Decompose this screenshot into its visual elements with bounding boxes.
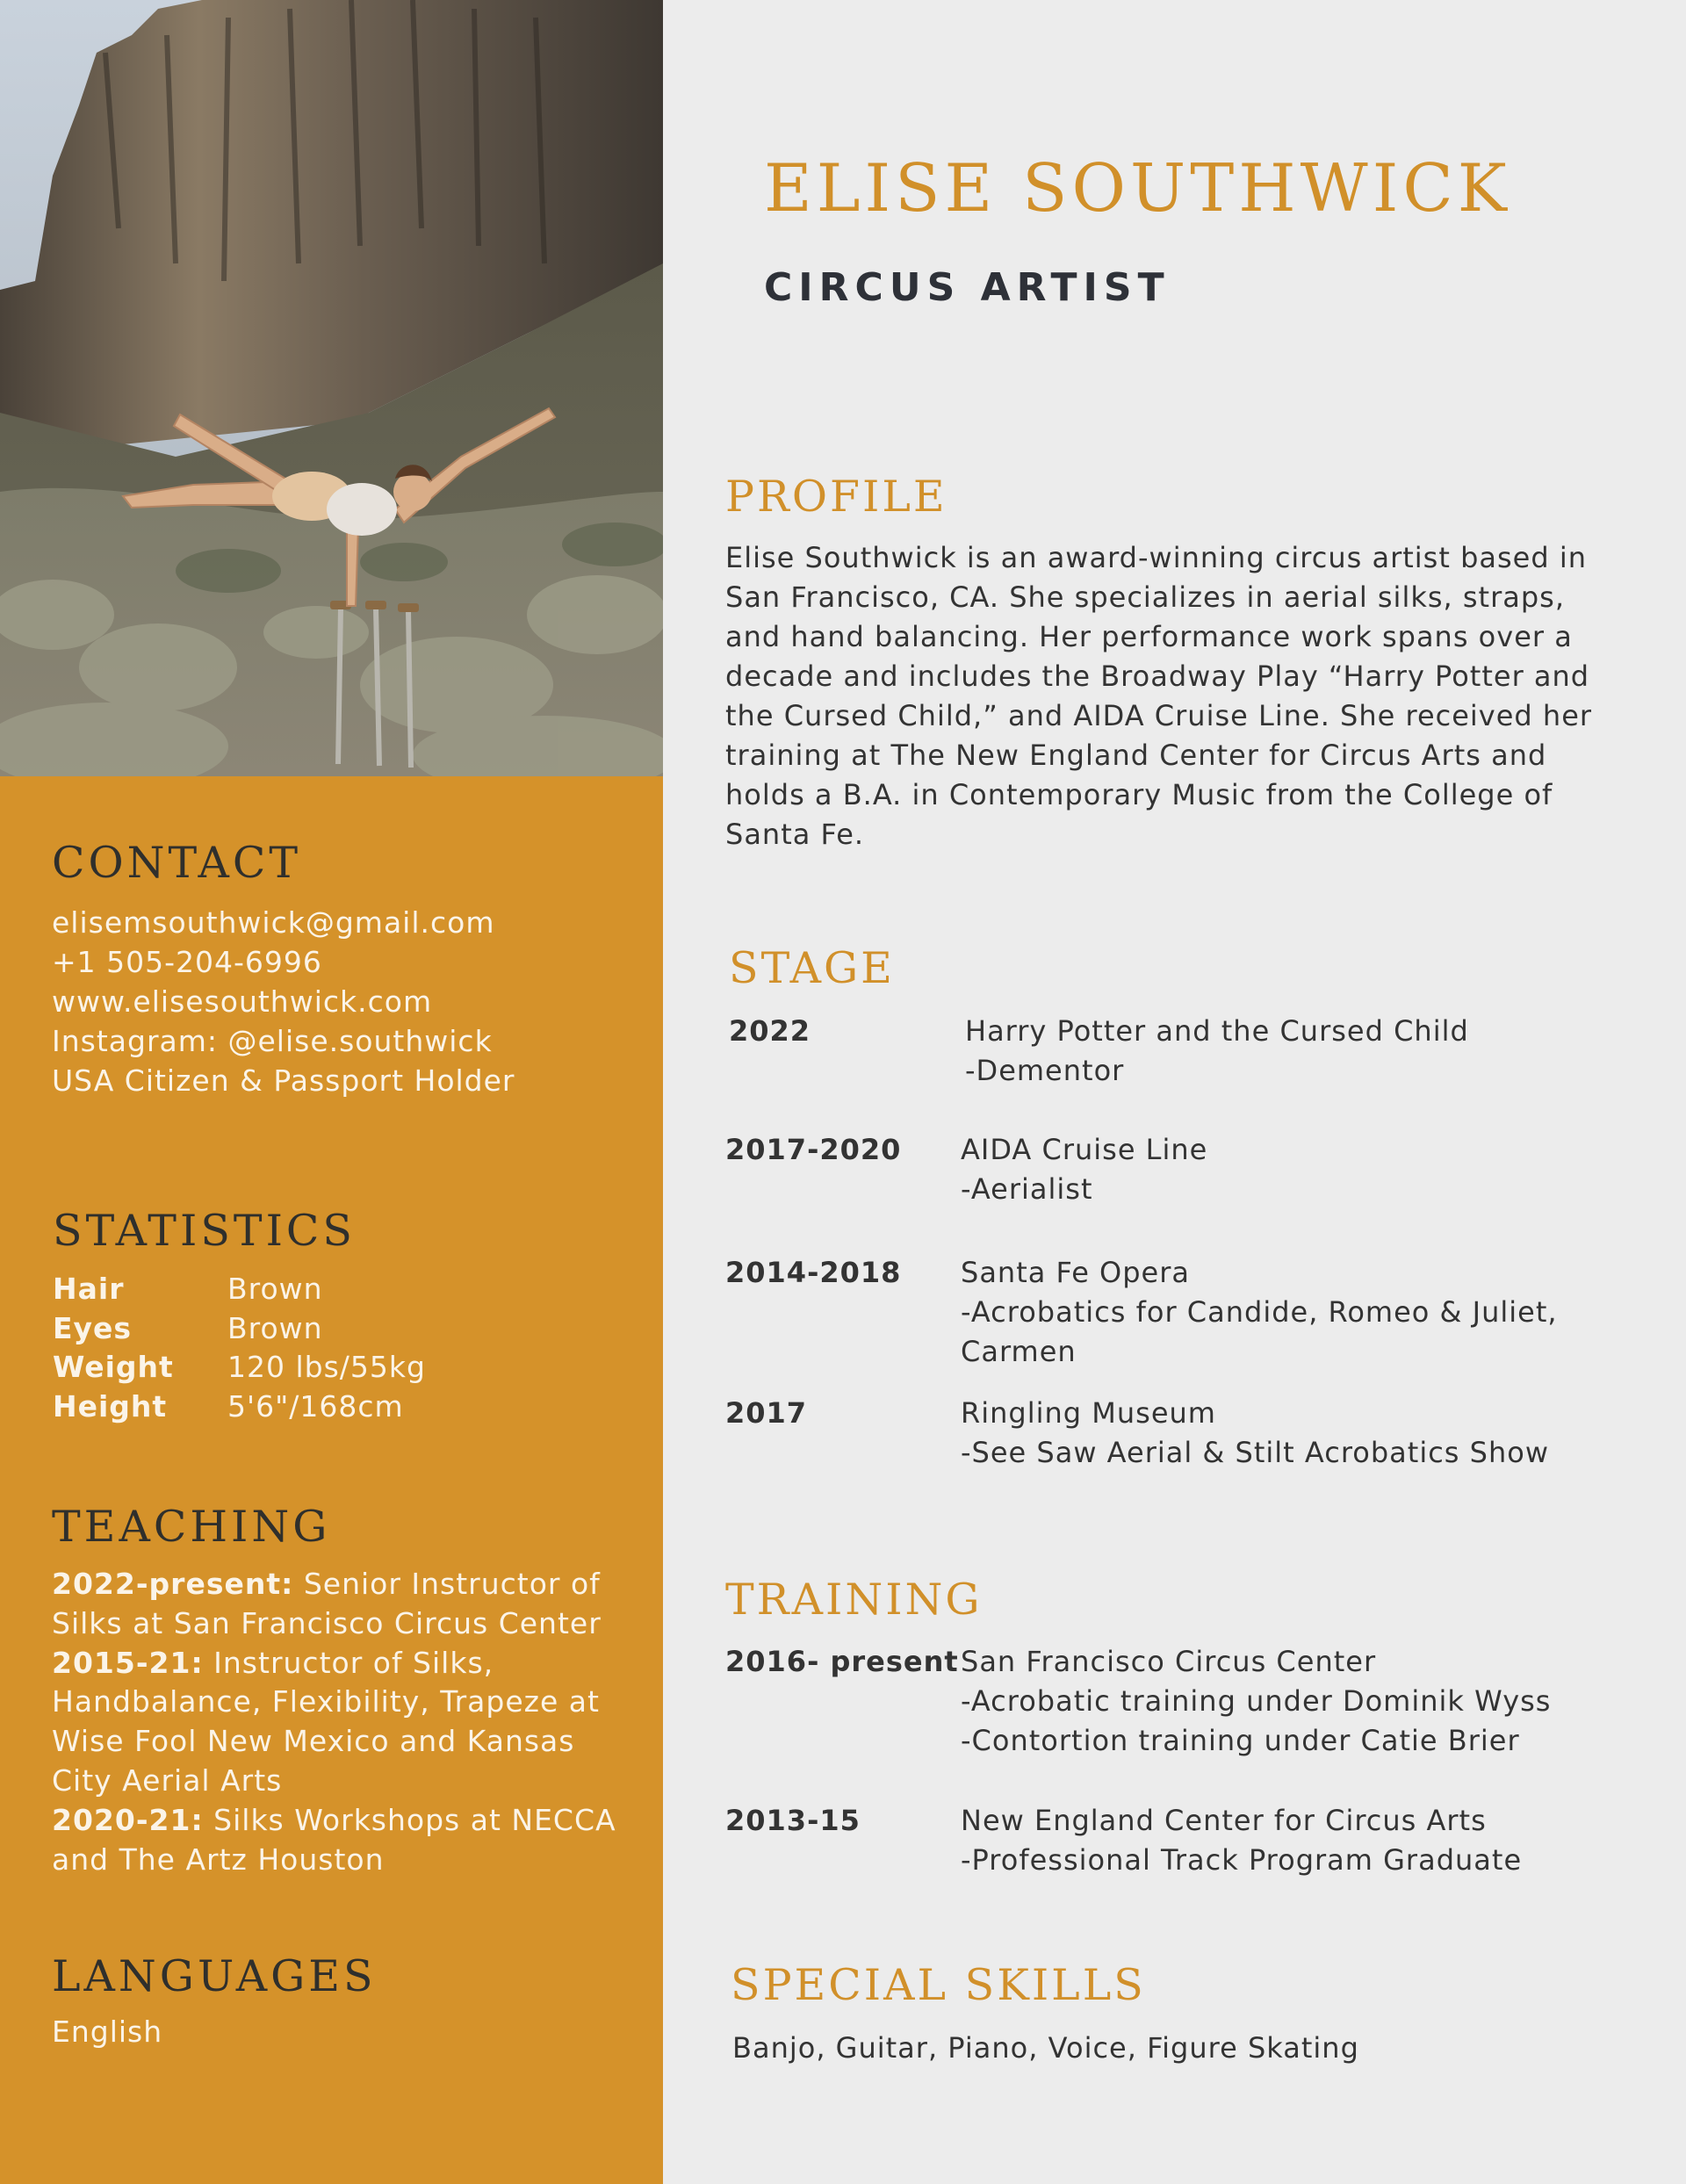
stat-label: Eyes xyxy=(53,1310,133,1345)
training-line: -Acrobatic training under Dominik Wyss xyxy=(961,1684,1552,1718)
teaching-list xyxy=(52,1565,616,1879)
stat-value: 5'6"/168cm xyxy=(227,1388,404,1424)
training-line: -Professional Track Program Graduate xyxy=(961,1843,1523,1877)
stage-desc xyxy=(961,1394,1549,1473)
profile-text xyxy=(725,538,1592,854)
profile-line: San Francisco, CA. She specializes in aerial silks, straps, xyxy=(725,580,1566,614)
contact-email[interactable]: elisemsouthwick@gmail.com xyxy=(52,905,495,940)
teaching-sep: : xyxy=(281,1567,294,1601)
contact-citizenship: USA Citizen & Passport Holder xyxy=(52,1063,515,1098)
stat-label: Hair xyxy=(53,1272,125,1306)
teaching-line: Silks at San Francisco Circus Center xyxy=(52,1605,602,1640)
training-year: 2013-15 xyxy=(725,1804,861,1837)
person-name: ELISE SOUTHWICK xyxy=(764,149,1511,227)
contact-instagram[interactable]: Instagram: @elise.southwick xyxy=(52,1024,493,1058)
stat-row xyxy=(53,1272,426,1311)
statistics-list xyxy=(53,1272,426,1428)
stage-line: -See Saw Aerial & Stilt Acrobatics Show xyxy=(961,1436,1549,1469)
profile-line: the Cursed Child,” and AIDA Cruise Line. She received her xyxy=(725,699,1593,732)
stage-line: -Aerialist xyxy=(961,1172,1093,1206)
profile-line: decade and includes the Broadway Play “Harry Potter and xyxy=(725,660,1590,693)
stage-year: 2022 xyxy=(729,1014,811,1048)
stat-value: Brown xyxy=(227,1272,323,1306)
stage-line: -Acrobatics for Candide, Romeo & Juliet, xyxy=(961,1295,1558,1329)
training-desc xyxy=(961,1801,1522,1880)
profile-line: Santa Fe. xyxy=(725,818,865,851)
stage-line: Ringling Museum xyxy=(961,1396,1216,1430)
photo-illustration xyxy=(0,0,663,776)
profile-photo xyxy=(0,0,663,776)
contact-heading: CONTACT xyxy=(52,838,302,888)
stage-year: 2014-2018 xyxy=(725,1256,902,1289)
sidebar xyxy=(0,0,663,2184)
teaching-years: 2015-21 xyxy=(52,1645,191,1680)
training-line: -Contortion training under Catie Brier xyxy=(961,1724,1520,1757)
stage-year: 2017 xyxy=(725,1396,808,1430)
skills-value: Banjo, Guitar, Piano, Voice, Figure Skating xyxy=(732,2031,1359,2065)
person-role: CIRCUS ARTIST xyxy=(764,265,1171,310)
training-desc xyxy=(961,1642,1551,1761)
teaching-text: Senior Instructor of xyxy=(293,1567,601,1601)
statistics-heading: STATISTICS xyxy=(53,1206,356,1256)
training-year: 2016- present xyxy=(725,1645,959,1678)
teaching-line: Handbalance, Flexibility, Trapeze at xyxy=(52,1684,600,1719)
teaching-line xyxy=(52,1801,616,1841)
languages-heading: LANGUAGES xyxy=(52,1951,377,2001)
stage-line: Santa Fe Opera xyxy=(961,1256,1190,1289)
profile-heading: PROFILE xyxy=(725,472,947,522)
teaching-text: Instructor of Silks, xyxy=(203,1645,494,1680)
teaching-line: Wise Fool New Mexico and Kansas xyxy=(52,1724,575,1759)
contact-phone[interactable]: +1 505-204-6996 xyxy=(52,945,322,979)
stat-value: Brown xyxy=(227,1310,323,1345)
profile-line: training at The New England Center for Circus Arts and xyxy=(725,739,1547,772)
teaching-line xyxy=(52,1565,616,1604)
languages-value: English xyxy=(52,2015,163,2049)
stage-desc xyxy=(965,1012,1469,1091)
teaching-line xyxy=(52,1644,616,1683)
teaching-years: 2020-21 xyxy=(52,1802,191,1837)
contact-website[interactable]: www.elisesouthwick.com xyxy=(52,984,433,1019)
training-heading: TRAINING xyxy=(725,1575,983,1625)
teaching-text: Silks Workshops at NECCA xyxy=(203,1802,616,1837)
stat-row xyxy=(53,1350,426,1389)
teaching-line: and The Artz Houston xyxy=(52,1842,385,1877)
teaching-years: 2022-present xyxy=(52,1567,282,1601)
stat-row xyxy=(53,1389,426,1429)
teaching-heading: TEACHING xyxy=(52,1502,331,1552)
stage-line: Harry Potter and the Cursed Child xyxy=(965,1014,1469,1048)
stat-label: Height xyxy=(53,1388,168,1424)
stat-value: 120 lbs/55kg xyxy=(227,1350,426,1385)
stat-label: Weight xyxy=(53,1350,174,1385)
stage-year: 2017-2020 xyxy=(725,1133,902,1166)
stage-desc xyxy=(961,1253,1558,1372)
teaching-sep: : xyxy=(191,1802,204,1837)
contact-block xyxy=(52,903,515,1100)
training-line: New England Center for Circus Arts xyxy=(961,1804,1487,1837)
stage-line: Carmen xyxy=(961,1335,1077,1368)
profile-line: holds a B.A. in Contemporary Music from the College of xyxy=(725,778,1553,811)
teaching-line: City Aerial Arts xyxy=(52,1762,283,1798)
profile-line: and hand balancing. Her performance work spans over a xyxy=(725,620,1573,653)
stage-line: AIDA Cruise Line xyxy=(961,1133,1208,1166)
teaching-sep: : xyxy=(191,1645,204,1680)
profile-line: Elise Southwick is an award-winning circus artist based in xyxy=(725,541,1587,574)
stat-row xyxy=(53,1311,426,1351)
stage-desc xyxy=(961,1130,1207,1209)
stage-heading: STAGE xyxy=(729,943,895,993)
skills-heading: SPECIAL SKILLS xyxy=(731,1960,1146,2010)
stage-line: -Dementor xyxy=(965,1054,1125,1087)
training-line: San Francisco Circus Center xyxy=(961,1645,1377,1678)
